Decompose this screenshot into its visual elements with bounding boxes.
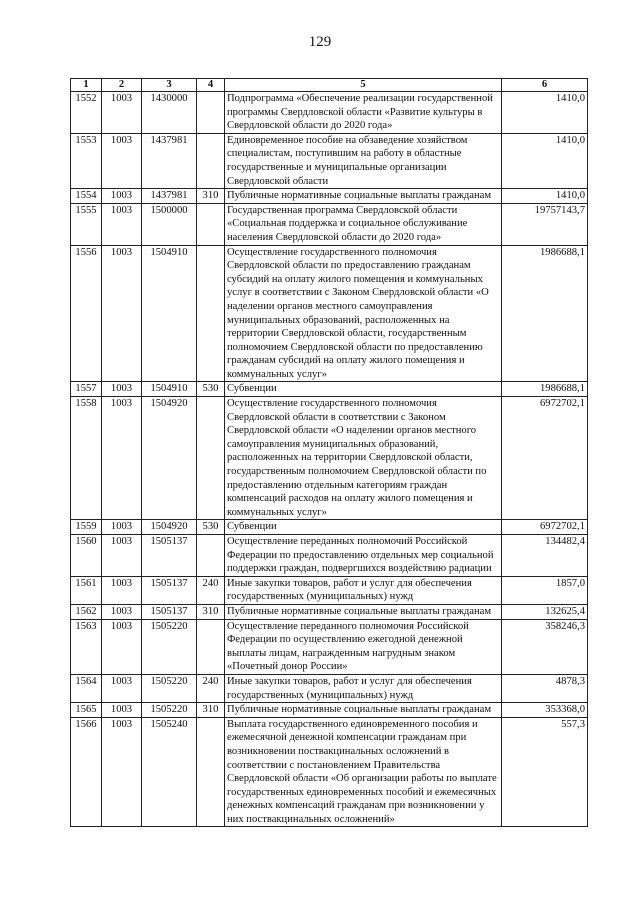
target-article-code: 1437981 (142, 189, 197, 204)
expense-type-code: 240 (197, 576, 225, 604)
row-number: 1559 (71, 520, 102, 535)
column-header-1: 1 (71, 79, 102, 92)
column-header-4: 4 (197, 79, 225, 92)
target-article-code: 1437981 (142, 133, 197, 188)
row-number: 1555 (71, 203, 102, 245)
row-number: 1556 (71, 245, 102, 382)
row-number: 1557 (71, 382, 102, 397)
expense-type-code (197, 245, 225, 382)
row-amount: 1410,0 (502, 133, 588, 188)
row-description: Субвенции (225, 382, 502, 397)
column-header-5: 5 (225, 79, 502, 92)
table-row (71, 619, 588, 674)
row-number: 1561 (71, 576, 102, 604)
table-row (71, 133, 588, 188)
table-header (71, 79, 588, 92)
target-article-code: 1505137 (142, 535, 197, 577)
table-row (71, 92, 588, 134)
row-amount: 1410,0 (502, 189, 588, 204)
section-code: 1003 (102, 576, 142, 604)
row-description: Иные закупки товаров, работ и услуг для обеспечения государственных (муниципальных) нужд (225, 576, 502, 604)
row-amount: 1986688,1 (502, 245, 588, 382)
section-code: 1003 (102, 92, 142, 134)
table-row (71, 382, 588, 397)
target-article-code: 1504910 (142, 245, 197, 382)
row-description: Подпрограмма «Обеспечение реализации государственной программы Свердловской области «Развитие культуры в Свердловской области до 2020 года» (225, 92, 502, 134)
table-body (71, 92, 588, 827)
row-number: 1564 (71, 674, 102, 702)
table-row (71, 520, 588, 535)
table-row (71, 535, 588, 577)
target-article-code: 1430000 (142, 92, 197, 134)
section-code: 1003 (102, 203, 142, 245)
target-article-code: 1500000 (142, 203, 197, 245)
row-description: Осуществление переданного полномочия Российской Федерации по осуществлению ежегодной денежной выплаты лицам, награжденным нагрудным знаком «Почетный донор России» (225, 619, 502, 674)
expense-type-code: 530 (197, 520, 225, 535)
row-amount: 19757143,7 (502, 203, 588, 245)
row-description: Единовременное пособие на обзаведение хозяйством специалистам, поступившим на работу в областные государственные и муниципальные организации Свердловской области (225, 133, 502, 188)
row-number: 1558 (71, 397, 102, 520)
expense-type-code (197, 203, 225, 245)
row-description: Выплата государственного единовременного пособия и ежемесячной денежной компенсации гражданам при возникновении поствакцинальных осложнений в соответствии с постановлением Правительства Свердловской области «Об организации работы по выплате государственных единовременных пособий и ежемесячных денежных компенсаций гражданам при возникновении у них поствакцинальных осложнений» (225, 717, 502, 827)
row-description: Государственная программа Свердловской области «Социальная поддержка и социальное обслуживание населения Свердловской области до 2020 года» (225, 203, 502, 245)
row-description: Публичные нормативные социальные выплаты гражданам (225, 703, 502, 718)
row-number: 1563 (71, 619, 102, 674)
row-description: Осуществление государственного полномочия Свердловской области по предоставлению гражданам субсидий на оплату жилого помещения и коммунальных услуг в соответствии с Законом Свердловской области «О наделении органов местного самоуправления муниципальных образований, расположенных на территории Свердловской области, государственным полномочием Свердловской области по предоставлению гражданам субсидий на оплату жилого помещения и коммунальных услуг» (225, 245, 502, 382)
expense-type-code (197, 619, 225, 674)
section-code: 1003 (102, 703, 142, 718)
row-amount: 132625,4 (502, 604, 588, 619)
table-row (71, 203, 588, 245)
expense-type-code: 240 (197, 674, 225, 702)
column-header-3: 3 (142, 79, 197, 92)
row-amount: 1410,0 (502, 92, 588, 134)
expense-type-code: 310 (197, 189, 225, 204)
row-description: Иные закупки товаров, работ и услуг для обеспечения государственных (муниципальных) нужд (225, 674, 502, 702)
section-code: 1003 (102, 717, 142, 827)
section-code: 1003 (102, 619, 142, 674)
row-description: Субвенции (225, 520, 502, 535)
table-row (71, 703, 588, 718)
target-article-code: 1504920 (142, 520, 197, 535)
target-article-code: 1504920 (142, 397, 197, 520)
row-amount: 353368,0 (502, 703, 588, 718)
table-row (71, 576, 588, 604)
expense-type-code (197, 397, 225, 520)
section-code: 1003 (102, 245, 142, 382)
section-code: 1003 (102, 382, 142, 397)
section-code: 1003 (102, 535, 142, 577)
row-number: 1560 (71, 535, 102, 577)
table-row (71, 245, 588, 382)
row-amount: 358246,3 (502, 619, 588, 674)
table-row (71, 189, 588, 204)
row-amount: 6972702,1 (502, 397, 588, 520)
target-article-code: 1505137 (142, 576, 197, 604)
expense-type-code: 310 (197, 703, 225, 718)
header-row (71, 79, 588, 92)
expense-type-code (197, 535, 225, 577)
row-number: 1552 (71, 92, 102, 134)
expense-type-code: 530 (197, 382, 225, 397)
section-code: 1003 (102, 133, 142, 188)
expense-type-code (197, 133, 225, 188)
row-amount: 1986688,1 (502, 382, 588, 397)
section-code: 1003 (102, 674, 142, 702)
column-header-2: 2 (102, 79, 142, 92)
expense-type-code: 310 (197, 604, 225, 619)
row-description: Осуществление государственного полномочия Свердловской области в соответствии с Законом Свердловской области «О наделении органов местного самоуправления муниципальных образований, расположенных на территории Свердловской области, государственным полномочием Свердловской области по предоставлению отдельным категориям граждан компенсаций расходов на оплату жилого помещения и коммунальных услуг» (225, 397, 502, 520)
row-number: 1562 (71, 604, 102, 619)
row-number: 1554 (71, 189, 102, 204)
table-row (71, 674, 588, 702)
expense-type-code (197, 717, 225, 827)
row-description: Публичные нормативные социальные выплаты гражданам (225, 604, 502, 619)
row-number: 1566 (71, 717, 102, 827)
page-number: 129 (308, 34, 332, 50)
target-article-code: 1504910 (142, 382, 197, 397)
table-row (71, 717, 588, 827)
row-number: 1553 (71, 133, 102, 188)
expense-type-code (197, 92, 225, 134)
row-amount: 4878,3 (502, 674, 588, 702)
target-article-code: 1505220 (142, 703, 197, 718)
table-row (71, 397, 588, 520)
section-code: 1003 (102, 520, 142, 535)
row-description: Публичные нормативные социальные выплаты гражданам (225, 189, 502, 204)
row-amount: 1857,0 (502, 576, 588, 604)
section-code: 1003 (102, 604, 142, 619)
row-description: Осуществление переданных полномочий Российской Федерации по предоставлению отдельных мер социальной поддержки граждан, подвергшихся воздействию радиации (225, 535, 502, 577)
section-code: 1003 (102, 189, 142, 204)
row-number: 1565 (71, 703, 102, 718)
row-amount: 557,3 (502, 717, 588, 827)
target-article-code: 1505220 (142, 619, 197, 674)
budget-table (70, 78, 588, 827)
row-amount: 6972702,1 (502, 520, 588, 535)
target-article-code: 1505240 (142, 717, 197, 827)
table-row (71, 604, 588, 619)
target-article-code: 1505137 (142, 604, 197, 619)
target-article-code: 1505220 (142, 674, 197, 702)
column-header-6: 6 (502, 79, 588, 92)
row-amount: 134482,4 (502, 535, 588, 577)
section-code: 1003 (102, 397, 142, 520)
